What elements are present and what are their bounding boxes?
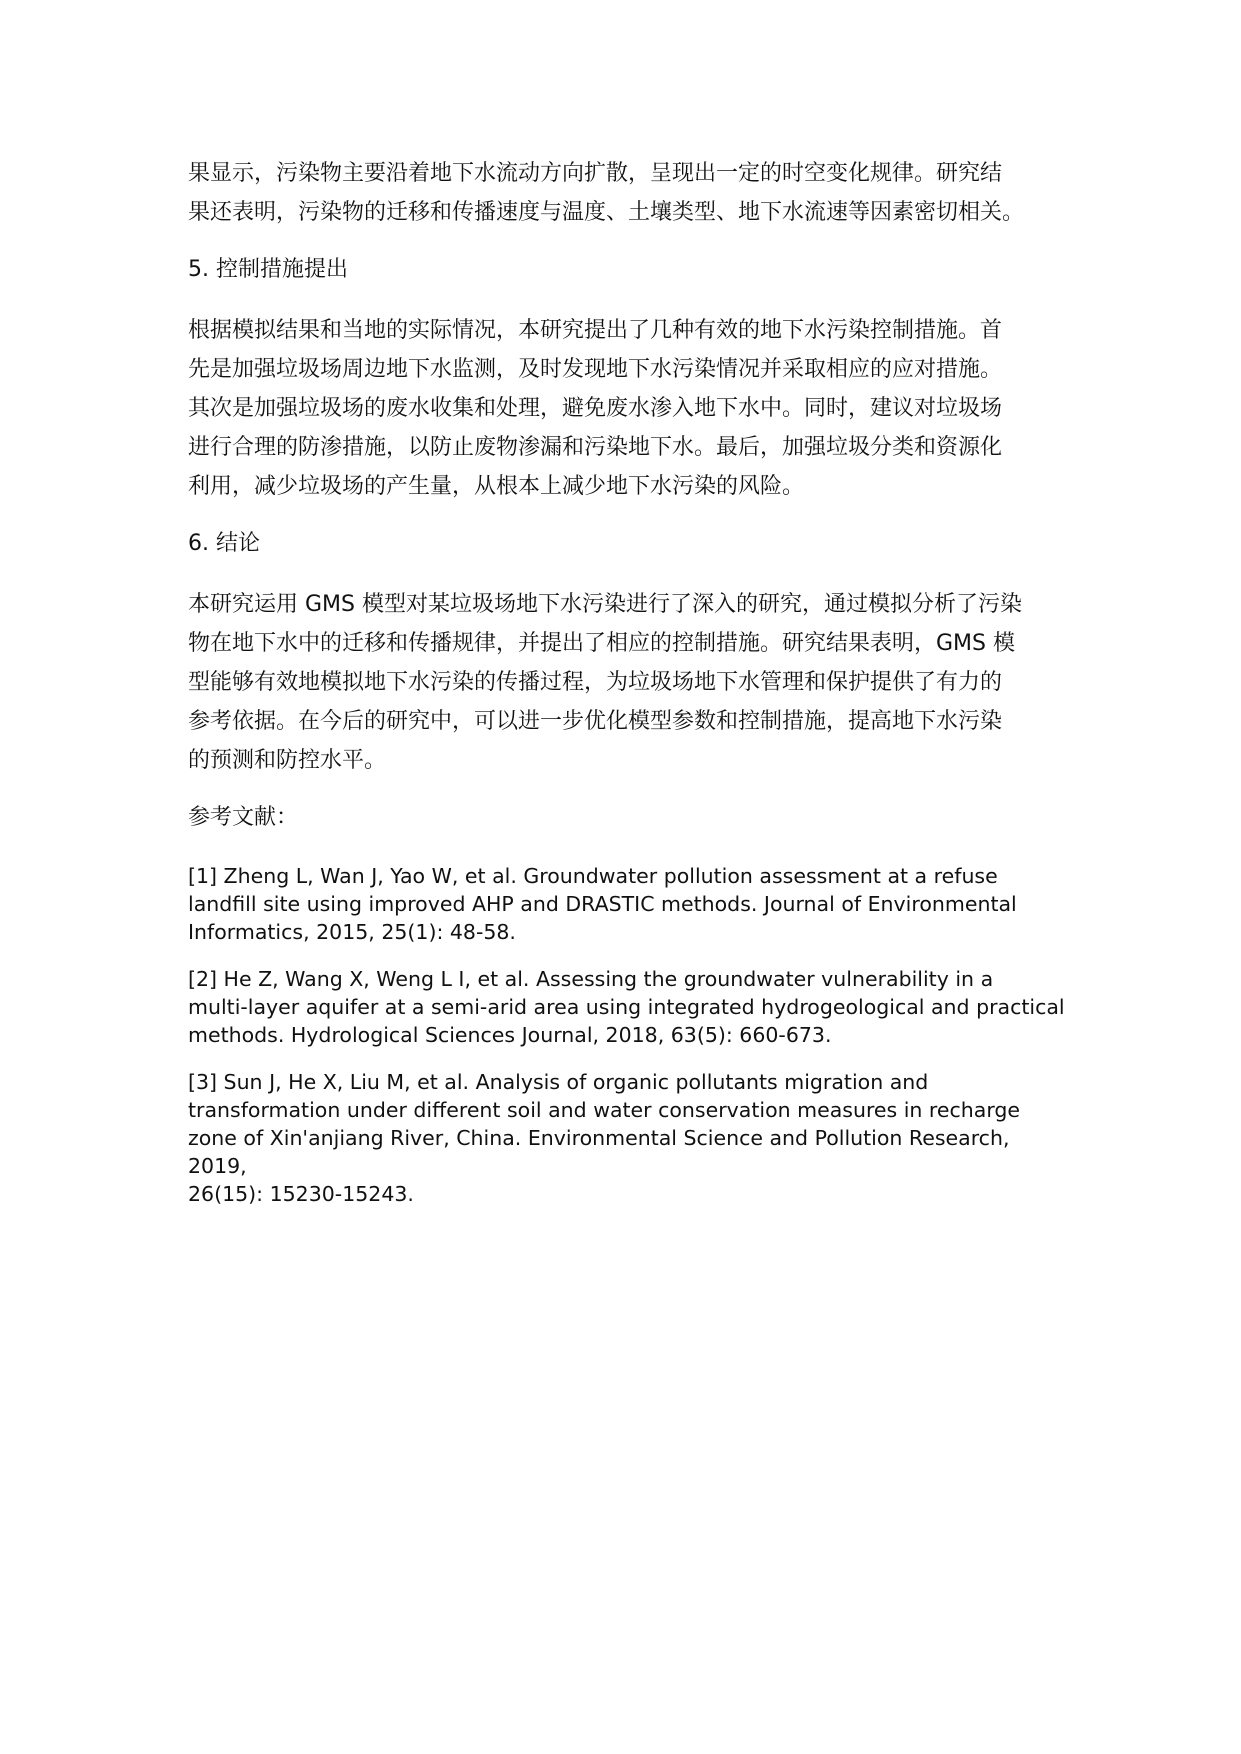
paragraph-control-measures: 根据模拟结果和当地的实际情况，本研究提出了几种有效的地下水污染控制措施。首 先是加强垃圾场周边地下水监测，及时发现地下水污染情况并采取相应的应对措施。 其次是加强垃圾场的废水收集和处理，避免废水渗入地下水中。同时，建议对垃圾场 进行合理的防渗措施，以防止废物渗漏和污染地下水。最后，加强垃圾分类和资源化 利用，减少垃圾场的产生量，从根本上减少地下水污染的风险。 [188,318,1003,499]
references-heading: 参考文献： [188,805,299,830]
paragraph-results-continued: 果显示，污染物主要沿着地下水流动方向扩散，呈现出一定的时空变化规律。研究结 果还表明，污染物的迁移和传播速度与温度、土壤类型、地下水流速等因素密切相关。 [188,161,1025,225]
reference-item-1: [1] Zheng L, Wan J, Yao W, et al. Groundwater pollution assessment at a refuse landfill site using improved AHP and DRASTIC methods. Journal of Environmental Informatics, 2015, 25(1): 48-58. [188,864,1017,944]
reference-item-3: [3] Sun J, He X, Liu M, et al. Analysis of organic pollutants migration and transformation under different soil and water conservation measures in recharge zone of Xin'anjiang River, China. Environmental Science and Pollution Research, 2019, 26(15): 15230-15243. [188,1070,1021,1206]
section-heading-control-measures: 5. 控制措施提出 [188,257,348,282]
paragraph-conclusion: 本研究运用 GMS 模型对某垃圾场地下水污染进行了深入的研究，通过模拟分析了污染 物在地下水中的迁移和传播规律，并提出了相应的控制措施。研究结果表明，GMS 模 型能够有效地模拟地下水污染的传播过程，为垃圾场地下水管理和保护提供了有力的 参考依据。在今后的研究中，可以进一步优化模型参数和控制措施，提高地下水污染 的预测和防控水平。 [188,592,1022,773]
document-body [188,154,1073,1208]
reference-item-2: [2] He Z, Wang X, Weng L I, et al. Assessing the groundwater vulnerability in a multi-layer aquifer at a semi-arid area using integrated hydrogeological and practical methods. Hydrological Sciences Journal, 2018, 63(5): 660-673. [188,967,1065,1047]
section-heading-conclusion: 6. 结论 [188,531,260,556]
